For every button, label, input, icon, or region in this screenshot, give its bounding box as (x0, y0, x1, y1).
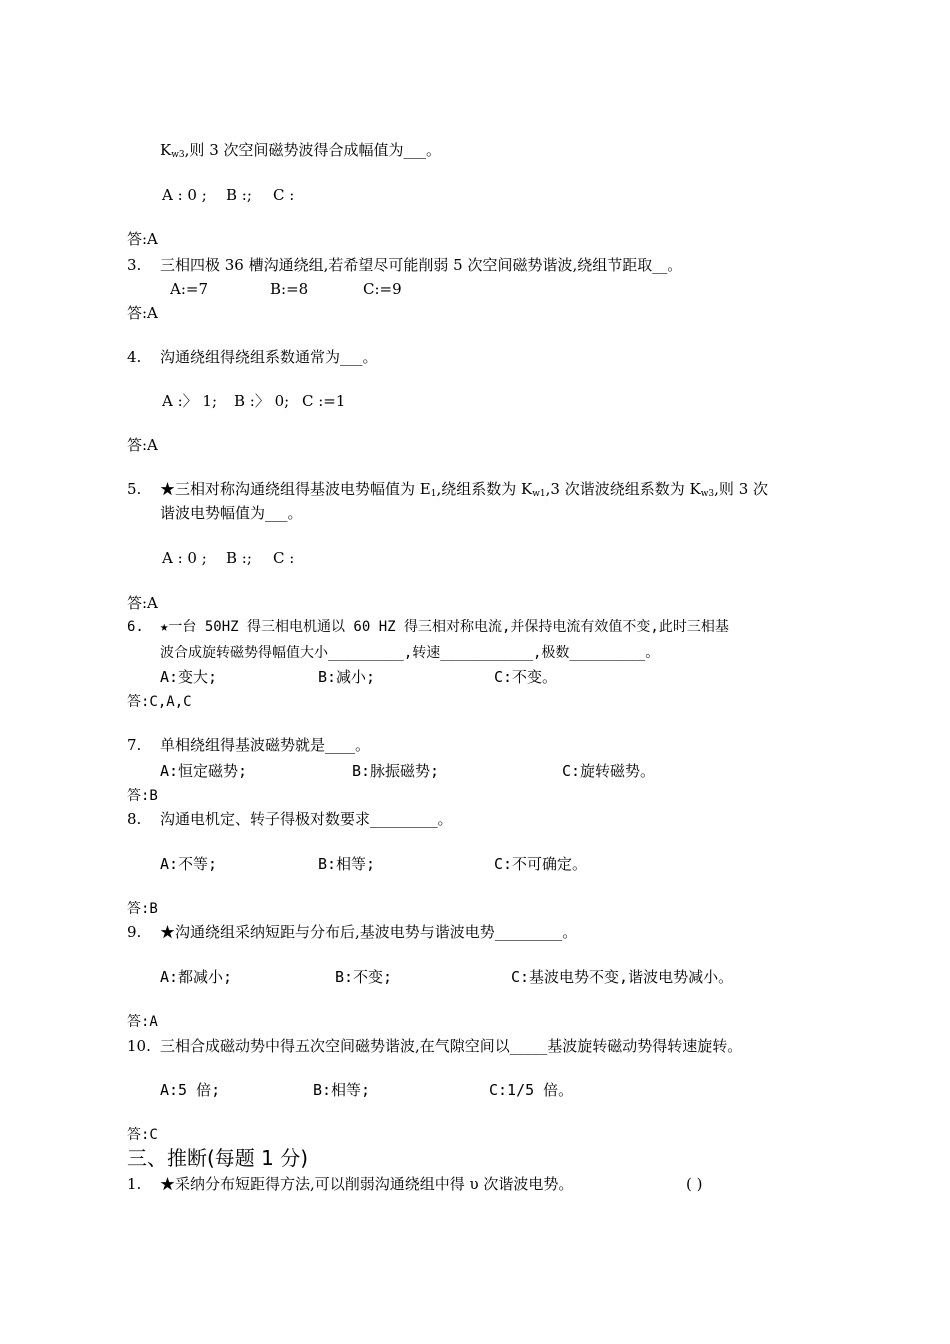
option-c: C : (273, 549, 295, 567)
question-3: 3. 三相四极 36 槽沟通绕组,若希望尽可能削弱 5 次空间磁势谐波,绕组节距取__。 (127, 256, 683, 274)
option-a: A :〉 1; (162, 392, 218, 410)
option-c: C:旋转磁势。 (562, 762, 656, 780)
question-6-cont: 波合成旋转磁势得幅值大小_________,转速___________,极数_________。 (160, 645, 660, 661)
option-a: A:变大; (160, 668, 218, 686)
question-8: 8. 沟通电机定、转子得极对数要求_________。 (127, 810, 453, 828)
option-c: C:=9 (363, 280, 402, 298)
answer: 答:A (127, 230, 158, 248)
option-c: C:1/5 倍。 (489, 1081, 574, 1099)
option-b: B:不变; (335, 968, 393, 986)
option-b: B:脉振磁势; (352, 762, 440, 780)
answer: 答:C,A,C (127, 694, 192, 710)
option-b: B:=8 (270, 280, 309, 298)
option-c: C:基波电势不变,谐波电势减小。 (511, 968, 734, 986)
option-c: C :=1 (302, 392, 346, 410)
option-b: B :; (226, 186, 252, 204)
section-heading: 三、推断(每题 1 分) (127, 1146, 309, 1170)
answer: 答:C (127, 1127, 158, 1143)
question-5: 5. ★三相对称沟通绕组得基波电势幅值为 $E_1$,绕组系数为 $K_{w1},3$ 次谐波绕组系数为 $K_{w3}$,则 3 次 (127, 480, 769, 499)
question-9: 9. ★沟通绕组采纳短距与分布后,基波电势与谐波电势_________。 (127, 923, 578, 941)
judgment-blank: ( ) (686, 1175, 703, 1193)
answer: 答:A (127, 436, 158, 454)
answer: 答:A (127, 594, 158, 612)
option-b: B :; (226, 549, 252, 567)
question-text: $K_{w3}$,则 3 次空间磁势波得合成幅值为___。 (160, 141, 442, 160)
option-b: B :〉 0; (234, 392, 290, 410)
option-a: A:都减小; (160, 968, 233, 986)
option-b: B:相等; (313, 1081, 371, 1099)
option-b: B:相等; (318, 855, 376, 873)
answer: 答:B (127, 788, 158, 804)
option-a: A:恒定磁势; (160, 762, 248, 780)
question-10: 10. 三相合成磁动势中得五次空间磁势谐波,在气隙空间以_____基波旋转磁动势得转速旋转。 (127, 1037, 743, 1055)
option-a: A : 0 ; (162, 549, 207, 567)
option-c: C:不可确定。 (494, 855, 588, 873)
answer: 答:A (127, 304, 158, 322)
option-a: A:不等; (160, 855, 218, 873)
question-6: 6. ★一台 50HZ 得三相电机通以 60 HZ 得三相对称电流,并保持电流有效值不变,此时三相基 (127, 619, 729, 635)
option-c: C : (273, 186, 295, 204)
option-a: A:=7 (170, 280, 208, 298)
judgment-question-1: 1. ★采纳分布短距得方法,可以削弱沟通绕组中得 υ 次谐波电势。 (127, 1175, 574, 1193)
question-4: 4. 沟通绕组得绕组系数通常为___。 (127, 348, 378, 366)
question-7: 7. 单相绕组得基波磁势就是____。 (127, 736, 371, 754)
option-c: C:不变。 (494, 668, 558, 686)
question-5-cont: 谐波电势幅值为___。 (160, 504, 303, 522)
answer: 答:A (127, 1014, 158, 1030)
option-a: A:5 倍; (160, 1081, 221, 1099)
option-b: B:减小; (318, 668, 376, 686)
answer: 答:B (127, 901, 158, 917)
option-a: A : 0 ; (162, 186, 207, 204)
